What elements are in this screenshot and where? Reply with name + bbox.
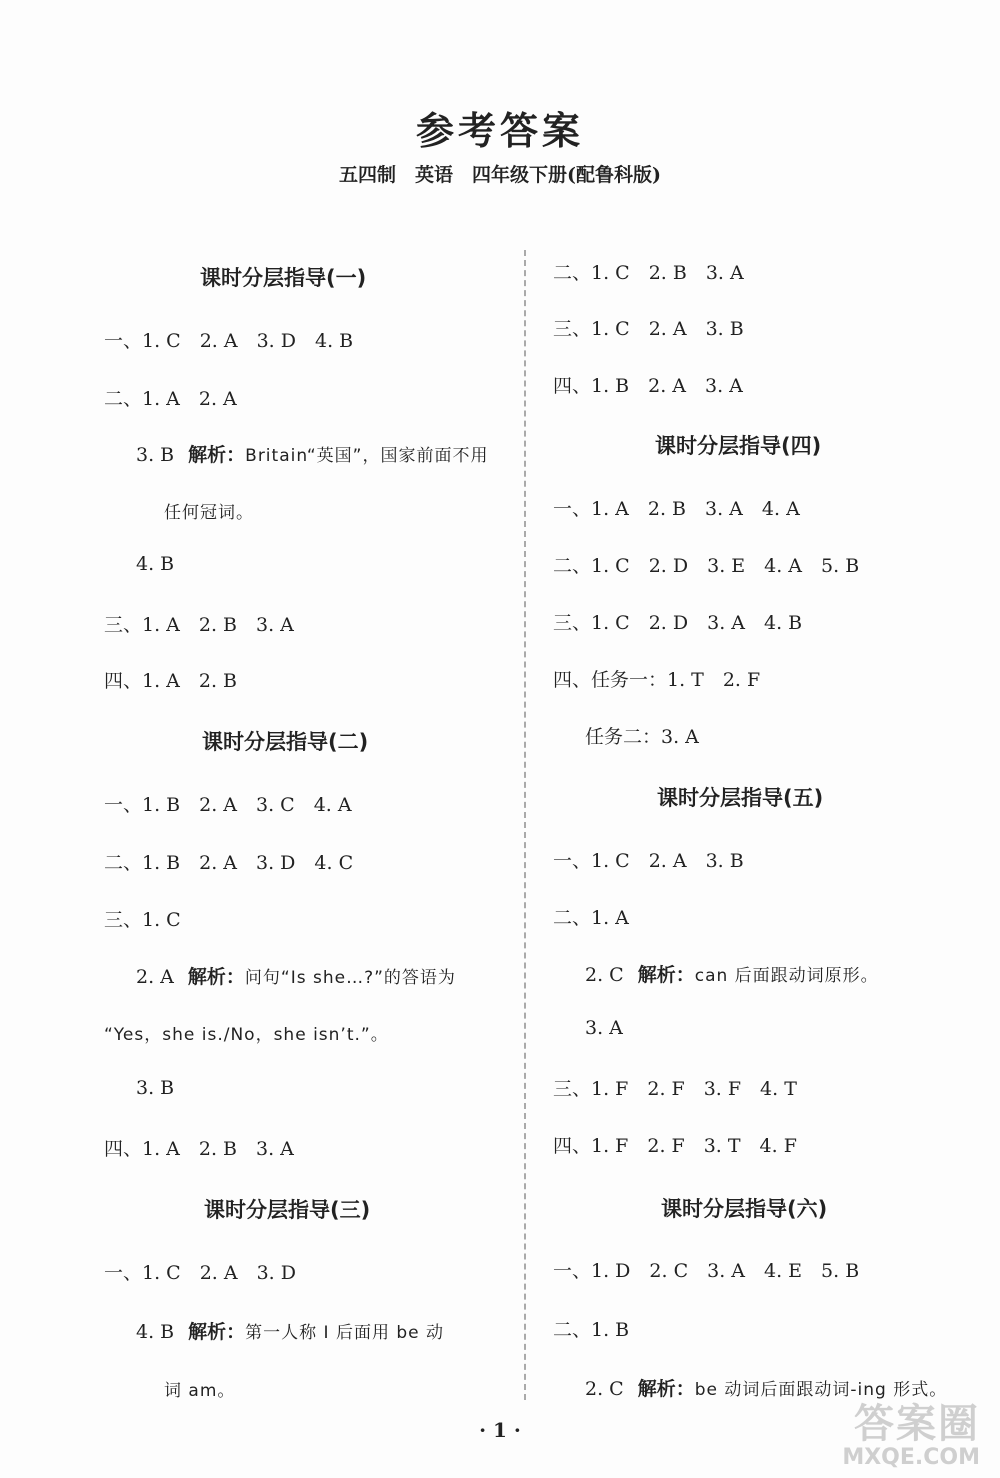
answer-item: 2. C [585,964,624,986]
answer-line: 二、1. A [553,907,629,929]
answer-line: 3. B [136,1077,175,1099]
answer-line-with-note [585,1374,947,1401]
watermark-text: 答案圈 [854,1400,980,1447]
watermark-url: MXQE.COM [842,1444,980,1470]
note-label: 解析： [637,1378,695,1400]
answer-line: 三、1. C 2. D 3. A 4. B [553,612,803,634]
page-subtitle: 五四制 英语 四年级下册(配鲁科版) [339,164,661,186]
answer-line: 任务二：3. A [585,726,699,748]
answer-line: 四、1. F 2. F 3. T 4. F [553,1135,797,1157]
note-continuation: 词 am。 [164,1381,236,1401]
column-divider [524,250,526,1400]
page-number: · 1 · [479,1418,521,1442]
answer-line: 二、1. B [553,1319,630,1341]
answer-line: 一、1. C 2. A 3. B [553,850,744,872]
answer-line: 三、1. C [104,909,181,931]
answer-line-with-note [585,960,879,987]
answer-item: 2. A [136,966,174,988]
answer-line: 二、1. B 2. A 3. D 4. C [104,852,354,874]
note-text: 问句“Is she…?”的答语为 [244,968,456,988]
section-heading-3: 课时分层指导(三) [204,1198,371,1222]
section-heading-6: 课时分层指导(六) [661,1197,828,1221]
answer-line: 三、1. C 2. A 3. B [553,318,744,340]
page-title: 参考答案 [415,108,584,153]
answer-line: 二、1. C 2. D 3. E 4. A 5. B [553,555,860,577]
answer-line-with-note [136,440,489,467]
note-text: 第一人称 I 后面用 be 动 [245,1323,445,1343]
note-continuation: 任何冠词。 [164,503,254,523]
answer-line: 四、1. A 2. B [104,670,238,692]
section-heading-5: 课时分层指导(五) [657,786,824,810]
answer-line: 四、1. B 2. A 3. A [553,375,743,397]
note-text: can 后面跟动词原形。 [694,966,879,986]
note-label: 解析： [187,966,245,988]
answer-line-with-note [136,962,456,989]
note-label: 解析： [188,1321,246,1343]
answer-line: 四、任务一：1. T 2. F [553,669,761,691]
note-label: 解析： [637,964,695,986]
note-continuation: “Yes，she is./No，she isn’t.”。 [104,1025,389,1045]
answer-line: 4. B [136,553,175,575]
answer-line: 二、1. C 2. B 3. A [553,262,744,284]
answer-line-with-note [136,1317,444,1344]
answer-line: 四、1. A 2. B 3. A [104,1138,294,1160]
answer-item: 3. B [136,444,175,466]
answer-line: 一、1. C 2. A 3. D [104,1262,296,1284]
answer-line: 一、1. D 2. C 3. A 4. E 5. B [553,1260,860,1282]
answer-line: 二、1. A 2. A [104,388,237,410]
note-label: 解析： [188,444,246,466]
answer-line: 三、1. F 2. F 3. F 4. T [553,1078,797,1100]
answer-line: 一、1. C 2. A 3. D 4. B [104,330,354,352]
section-heading-4: 课时分层指导(四) [655,434,822,458]
note-text: be 动词后面跟动词-ing 形式。 [694,1380,948,1400]
section-heading-2: 课时分层指导(二) [202,730,369,754]
answer-item: 2. C [585,1378,624,1400]
watermark-logo [842,1402,980,1470]
answer-line: 3. A [585,1017,623,1039]
answer-item: 4. B [136,1321,175,1343]
note-text: Britain“英国”，国家前面不用 [245,446,489,466]
answer-line: 三、1. A 2. B 3. A [104,614,294,636]
section-heading-1: 课时分层指导(一) [200,266,367,290]
answer-line: 一、1. A 2. B 3. A 4. A [553,498,800,520]
answer-line: 一、1. B 2. A 3. C 4. A [104,794,352,816]
